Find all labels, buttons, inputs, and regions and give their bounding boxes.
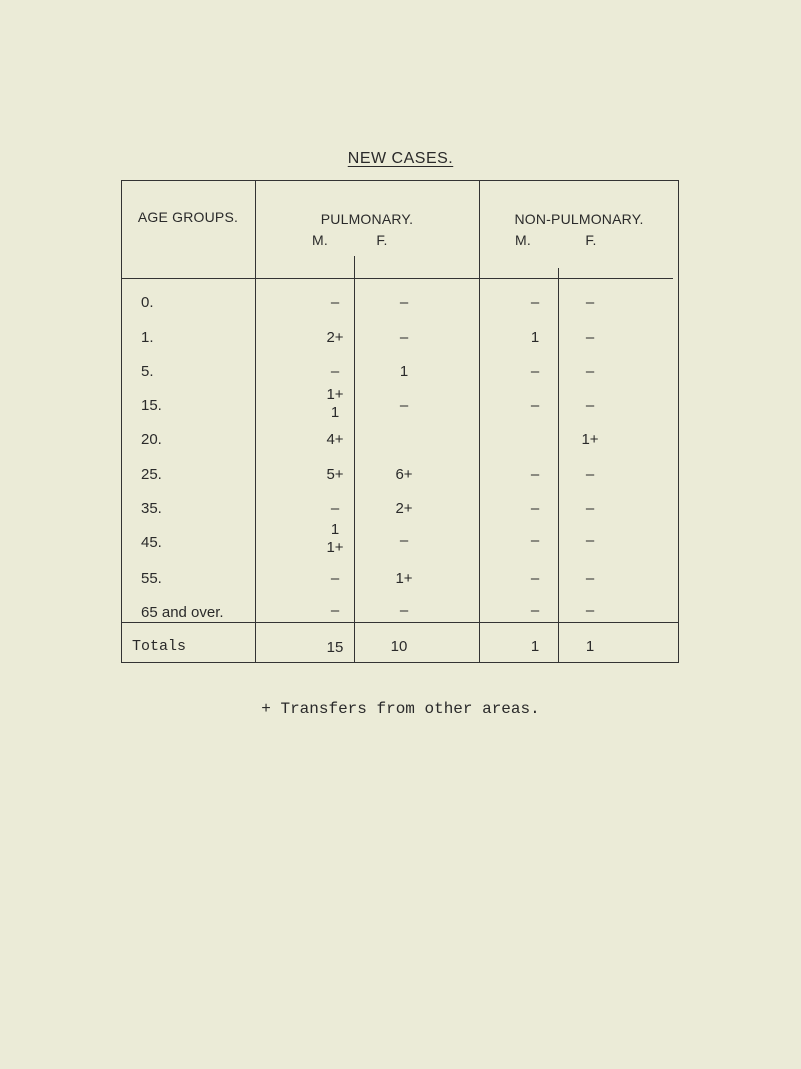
age-group-label: 20. <box>141 431 162 448</box>
pulm-f-cell: – <box>399 602 409 619</box>
pulm-f-cell: – <box>399 532 409 549</box>
totals-pulm-f: 10 <box>390 638 408 655</box>
nonpulm-m-cell: – <box>530 532 540 549</box>
table-top-border <box>121 180 679 181</box>
age-group-label: 5. <box>141 363 154 380</box>
title-text: NEW CASES. <box>347 150 454 167</box>
nonpulm-m-cell: 1 <box>530 329 540 346</box>
pulm-f-cell: – <box>399 329 409 346</box>
nonpulm-m-cell: – <box>530 500 540 517</box>
age-column-divider <box>255 180 256 662</box>
page-title <box>0 150 801 168</box>
pulm-m-cell: – <box>330 500 340 517</box>
new-cases-table <box>121 176 679 663</box>
pulm-m-cell: – <box>330 602 340 619</box>
nonpulm-f-cell: – <box>585 532 595 549</box>
pulm-m-cell: – <box>330 363 340 380</box>
non-pulmonary-f-header: F. <box>585 232 597 248</box>
nonpulm-m-cell: – <box>530 397 540 414</box>
pulm-f-cell: 1+ <box>395 570 413 587</box>
table-left-border <box>121 180 122 662</box>
pulm-m-cell: – <box>330 570 340 587</box>
age-group-label: 45. <box>141 534 162 551</box>
nonpulm-f-cell: – <box>585 602 595 619</box>
totals-top-border <box>121 622 679 623</box>
footnote: + Transfers from other areas. <box>261 700 540 718</box>
pulmonary-m-header: M. <box>312 232 328 248</box>
non-pulmonary-header: NON-PULMONARY. <box>514 211 644 227</box>
totals-pulm-m: 15 <box>326 639 344 656</box>
age-group-label: 25. <box>141 466 162 483</box>
nonpulm-f-cell: – <box>585 294 595 311</box>
header-bottom-border <box>121 278 673 279</box>
non-pulmonary-m-header: M. <box>515 232 531 248</box>
pulm-m-cell: 5+ <box>326 466 344 483</box>
totals-nonpulm-m: 1 <box>530 638 540 655</box>
pulm-f-cell: – <box>399 397 409 414</box>
pulm-f-cell: 6+ <box>395 466 413 483</box>
nonpulm-f-cell: – <box>585 363 595 380</box>
nonpulm-m-cell: – <box>530 570 540 587</box>
nonpulm-f-cell: 1+ <box>581 431 599 448</box>
age-group-label: 55. <box>141 570 162 587</box>
age-group-label: 15. <box>141 397 162 414</box>
table-right-border <box>678 180 679 662</box>
pulmonary-header: PULMONARY. <box>320 211 414 227</box>
pulm-f-cell: – <box>399 294 409 311</box>
nonpulm-m-cell: – <box>530 363 540 380</box>
age-groups-header: AGE GROUPS. <box>137 209 239 225</box>
age-group-label: 35. <box>141 500 162 517</box>
pulm-m-cell: 2+ <box>326 329 344 346</box>
nonpulm-f-cell: – <box>585 500 595 517</box>
nonpulm-f-cell: – <box>585 329 595 346</box>
pulm-m-cell: – <box>330 294 340 311</box>
pulm-m-cell: 1+ 1 <box>326 386 344 421</box>
pulm-m-cell: 4+ <box>326 431 344 448</box>
nonpulm-m-cell: – <box>530 602 540 619</box>
age-group-label: 65 and over. <box>141 604 224 621</box>
age-group-label: 0. <box>141 294 154 311</box>
totals-label: Totals <box>132 638 187 655</box>
pulm-f-cell: 2+ <box>395 500 413 517</box>
nonpulm-f-cell: – <box>585 570 595 587</box>
nonpulm-m-cell: – <box>530 294 540 311</box>
pulmonary-f-header: F. <box>376 232 388 248</box>
age-group-label: 1. <box>141 329 154 346</box>
pulm-m-cell: 1 1+ <box>326 521 344 556</box>
nonpulm-f-cell: – <box>585 466 595 483</box>
nonpulm-m-cell: – <box>530 466 540 483</box>
pulm-f-cell: 1 <box>399 363 409 380</box>
nonpulm-f-cell: – <box>585 397 595 414</box>
table-bottom-border <box>121 662 679 663</box>
totals-nonpulm-f: 1 <box>585 638 595 655</box>
pulm-nonpulm-divider <box>479 180 480 662</box>
